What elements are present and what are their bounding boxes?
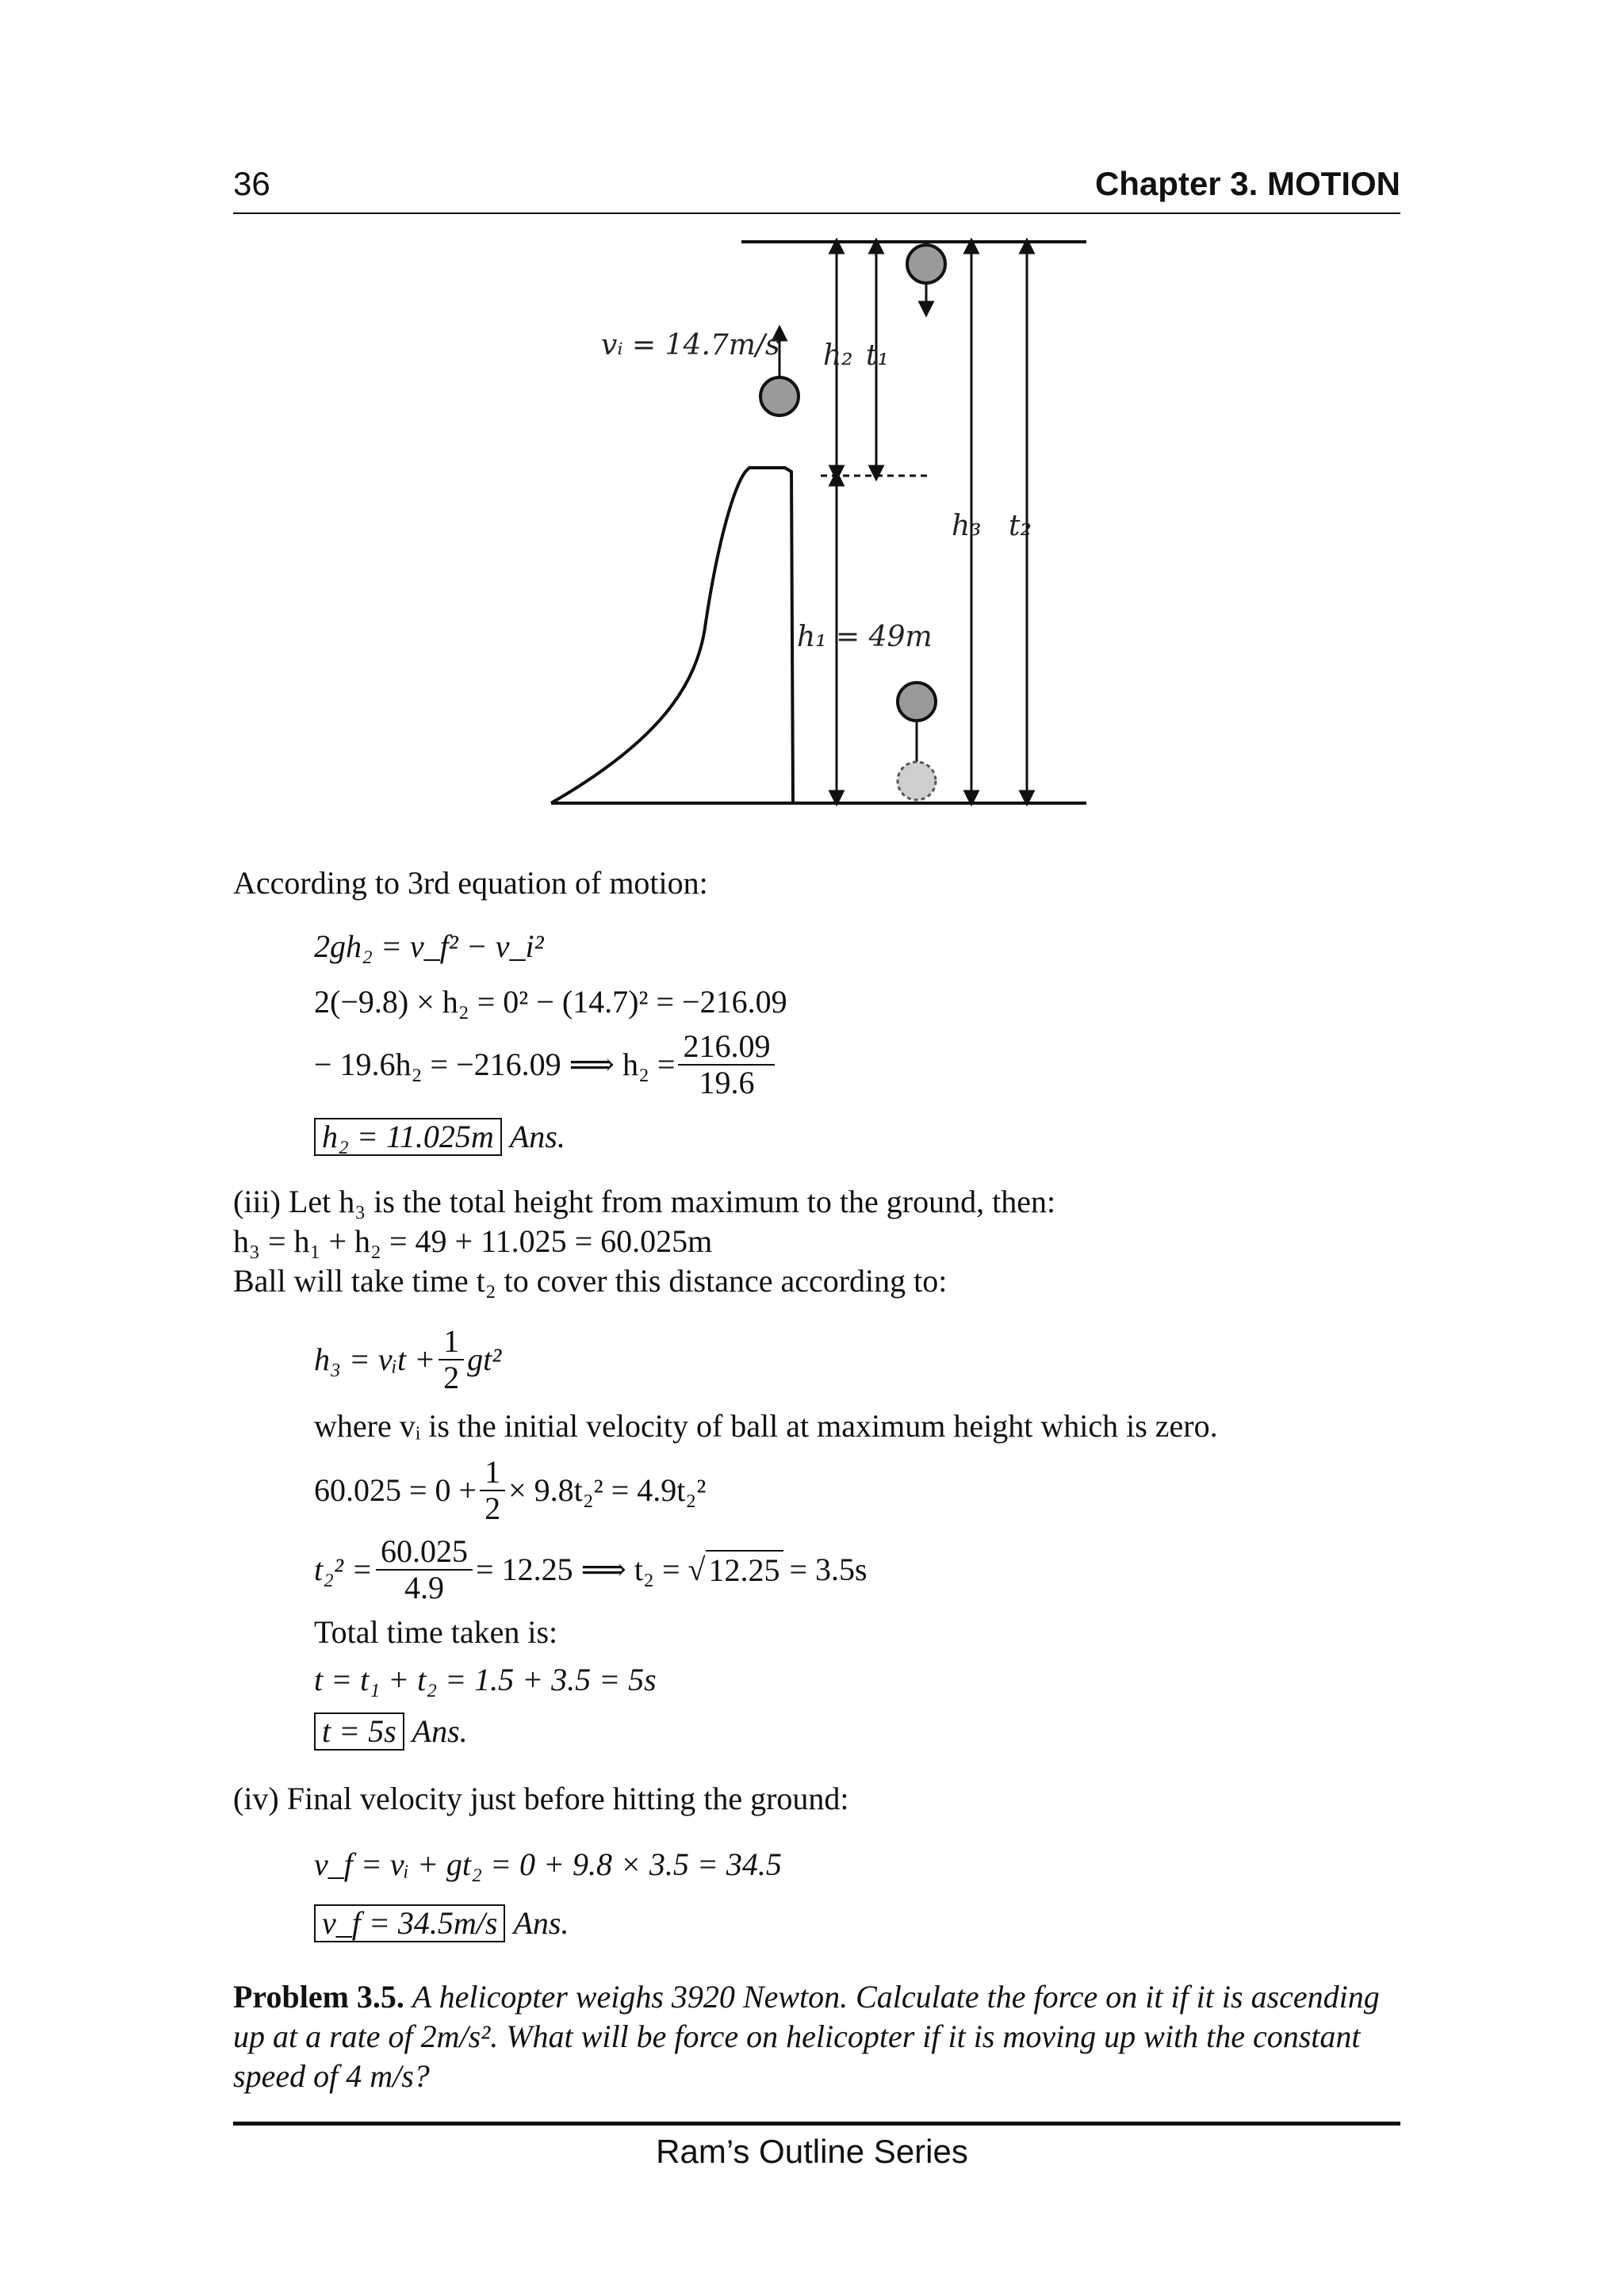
ball-launch bbox=[760, 377, 799, 415]
section2-intro: According to 3rd equation of motion: bbox=[233, 865, 708, 901]
answer-vf bbox=[314, 1904, 569, 1942]
section4-line1: (iv) Final velocity just before hitting the ground: bbox=[233, 1781, 849, 1816]
eq-sub-fraction bbox=[480, 1455, 505, 1526]
section3-line1: (iii) Let h₃ is the total height from maximum to the ground, then: bbox=[233, 1184, 1056, 1219]
ball-top bbox=[907, 245, 945, 283]
eq-t2-sqrt: 12.25 bbox=[706, 1550, 783, 1590]
chapter-title: Chapter 3. MOTION bbox=[1094, 165, 1400, 202]
eq-h3-left: h₃ = vᵢt + bbox=[314, 1341, 436, 1377]
header-rule bbox=[233, 212, 1400, 214]
label-t2: t₂ bbox=[1009, 510, 1032, 542]
eq-t2-denominator: 4.9 bbox=[404, 1570, 445, 1605]
answer-t bbox=[314, 1712, 468, 1751]
eq-sub-numerator: 1 bbox=[480, 1455, 505, 1491]
label-vi: vᵢ = 14.7m/s bbox=[601, 329, 780, 362]
eq-h2-fraction bbox=[678, 1029, 775, 1100]
cliff bbox=[551, 468, 793, 803]
eq-t2-right: = 3.5s bbox=[789, 1552, 868, 1587]
eq-h3-numerator: 1 bbox=[439, 1324, 464, 1360]
eq-h3-fraction bbox=[439, 1324, 464, 1395]
eq-t2-mid: = 12.25 ⟹ t₂ = √ bbox=[476, 1552, 706, 1587]
eq-h2-solve bbox=[314, 1029, 778, 1100]
label-t1: t₁ bbox=[866, 339, 889, 372]
eq-h2-solve-left: − 19.6h₂ = −216.09 ⟹ h₂ = bbox=[314, 1047, 676, 1082]
footer-rule bbox=[233, 2122, 1400, 2126]
eq-t2-left: t₂² = bbox=[314, 1552, 373, 1587]
ball-falling bbox=[898, 683, 936, 721]
eq-t2-numerator: 60.025 bbox=[376, 1534, 473, 1571]
eq-h2-formula: 2gh₂ = v_f² − v_i² bbox=[314, 928, 544, 964]
total-time-eq: t = t₁ + t₂ = 1.5 + 3.5 = 5s bbox=[314, 1662, 657, 1697]
eq-h3-formula bbox=[314, 1324, 501, 1395]
answer-t-box: t = 5s bbox=[314, 1712, 404, 1751]
problem-line2: up at a rate of 2m/s². What will be force on helicopter if it is moving up with the constant bbox=[233, 2019, 1361, 2054]
problem-label: Problem 3.5. bbox=[233, 1979, 404, 2015]
eq-h3-denominator: 2 bbox=[443, 1360, 460, 1395]
where-note: where vᵢ is the initial velocity of ball at maximum height which is zero. bbox=[314, 1408, 1218, 1444]
problem-text1: A helicopter weighs 3920 Newton. Calculate the force on it if it is ascending bbox=[412, 1979, 1380, 2015]
label-h3: h₃ bbox=[952, 510, 982, 542]
footer-series: Ram’s Outline Series bbox=[656, 2133, 968, 2170]
eq-h3-right: gt² bbox=[467, 1341, 502, 1377]
eq-vf: v_f = vᵢ + gt₂ = 0 + 9.8 × 3.5 = 34.5 bbox=[314, 1846, 782, 1882]
label-h2: h₂ bbox=[823, 339, 853, 372]
eq-sub-right: × 9.8t₂² = 4.9t₂² bbox=[508, 1472, 707, 1508]
eq-sub bbox=[314, 1455, 706, 1526]
eq-sub-denominator: 2 bbox=[485, 1490, 501, 1526]
eq-h2-denominator: 19.6 bbox=[699, 1065, 755, 1100]
eq-h2-substitution: 2(−9.8) × h₂ = 0² − (14.7)² = −216.09 bbox=[314, 984, 787, 1020]
section3-line3: Ball will take time t₂ to cover this distance according to: bbox=[233, 1263, 948, 1299]
page-number: 36 bbox=[233, 165, 270, 202]
eq-t2 bbox=[314, 1534, 868, 1605]
motion-diagram bbox=[539, 226, 1110, 828]
ball-ground-ghost bbox=[898, 762, 936, 800]
answer-h2-box: h₂ = 11.025m bbox=[314, 1118, 502, 1156]
eq-sub-left: 60.025 = 0 + bbox=[314, 1472, 477, 1508]
total-time-label: Total time taken is: bbox=[314, 1614, 558, 1650]
answer-vf-label: Ans. bbox=[513, 1905, 569, 1941]
problem-line1 bbox=[233, 1978, 1380, 2016]
answer-t-label: Ans. bbox=[412, 1713, 468, 1749]
eq-h2-numerator: 216.09 bbox=[678, 1029, 775, 1066]
problem-line3: speed of 4 m/s? bbox=[233, 2058, 430, 2094]
eq-t2-fraction bbox=[376, 1534, 473, 1605]
answer-h2 bbox=[314, 1118, 565, 1156]
answer-h2-label: Ans. bbox=[509, 1119, 565, 1154]
answer-vf-box: v_f = 34.5m/s bbox=[314, 1904, 505, 1942]
section3-line2: h₃ = h₁ + h₂ = 49 + 11.025 = 60.025m bbox=[233, 1223, 713, 1259]
label-h1: h₁ = 49m bbox=[797, 621, 933, 653]
